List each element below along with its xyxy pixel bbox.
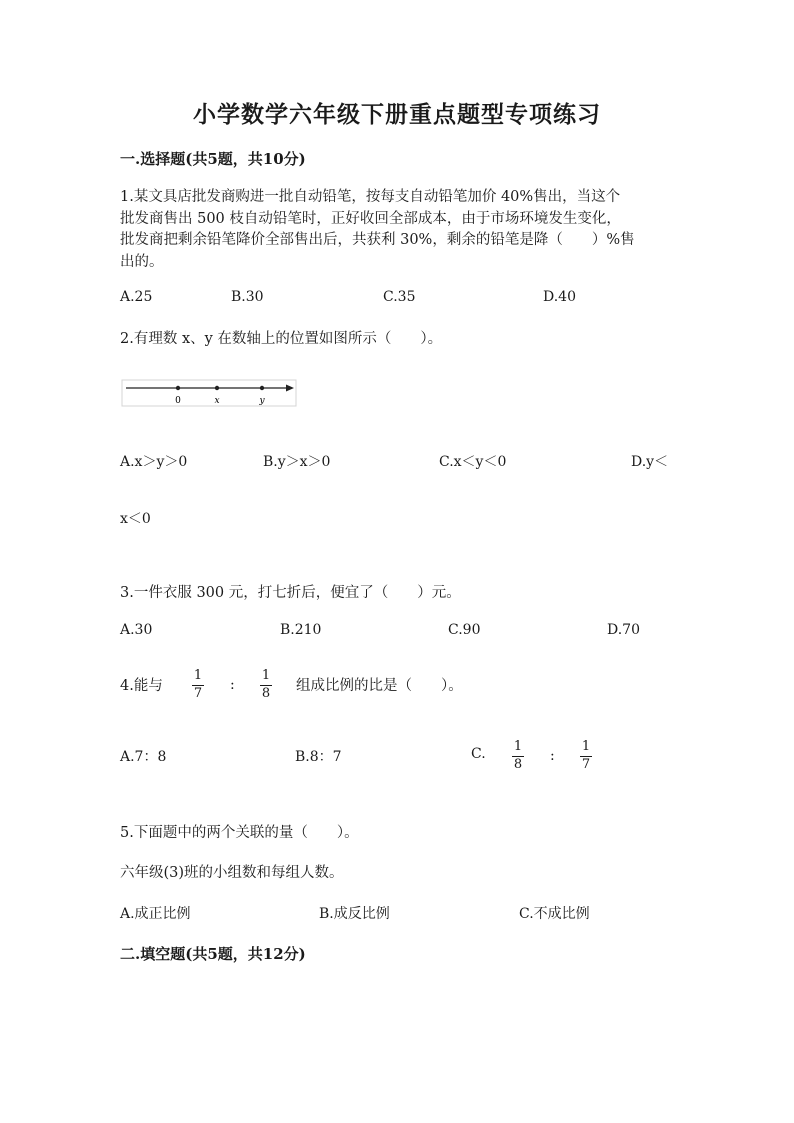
- q2-option-a: A.x＞y＞0: [120, 454, 188, 470]
- q5-stem: 5.下面题中的两个关联的量（ ）。: [120, 825, 359, 841]
- q4-option-c-colon: :: [550, 748, 555, 764]
- section-heading-fill-blank: 二.填空题(共5题，共12分): [120, 945, 306, 963]
- q1-option-a: A.25: [120, 289, 153, 305]
- q1-line2: 批发商售出 500 枝自动铅笔时，正好收回全部成本，由于市场环境发生变化，: [120, 211, 621, 227]
- number-line-arrow: [286, 385, 294, 392]
- q2-option-d-continued: x＜0: [120, 511, 151, 527]
- number-line-label-y: y: [259, 396, 265, 406]
- q3-stem: 3.一件衣服 300 元，打七折后，便宜了（ ）元。: [120, 585, 461, 601]
- q2-option-b: B.y＞x＞0: [263, 454, 331, 470]
- q4-option-c-fraction-1-8: [512, 740, 524, 772]
- fraction-numerator: 1: [581, 739, 591, 754]
- fraction-numerator: 1: [513, 739, 523, 754]
- q4-fraction-1-8: [260, 669, 272, 701]
- q1-option-b: B.30: [231, 289, 264, 305]
- q4-prefix: 4.能与: [120, 678, 163, 694]
- number-line-point-x: [215, 386, 219, 390]
- q1-line4: 出的。: [120, 254, 164, 270]
- q4-option-a: A.7：8: [120, 749, 167, 765]
- q4-option-b: B.8：7: [295, 749, 342, 765]
- q1-line1: 1.某文具店批发商购进一批自动铅笔，按每支自动铅笔加价 40%售出，当这个: [120, 189, 621, 205]
- q3-option-d: D.70: [607, 622, 640, 638]
- fraction-denominator: 8: [261, 686, 271, 701]
- fraction-denominator: 7: [193, 686, 203, 701]
- q1-line3: 批发商把剩余铅笔降价全部售出后，共获利 30%，剩余的铅笔是降（ ）%售: [120, 232, 635, 248]
- q2-stem: 2.有理数 x、y 在数轴上的位置如图所示（ ）。: [120, 331, 443, 347]
- fraction-denominator: 8: [513, 757, 523, 772]
- q4-option-c-label: C.: [471, 746, 486, 762]
- q3-option-a: A.30: [120, 622, 153, 638]
- q1-option-c: C.35: [383, 289, 416, 305]
- number-line-label-0: 0: [175, 396, 181, 406]
- q4-option-c-fraction-1-7: [580, 740, 592, 772]
- q4-fraction-1-7: [192, 669, 204, 701]
- fraction-numerator: 1: [193, 668, 203, 683]
- section-heading-choice: 一.选择题(共5题，共10分): [120, 150, 306, 168]
- q5-option-b: B.成反比例: [319, 906, 390, 922]
- number-line-label-x: x: [214, 396, 220, 406]
- q1-option-d: D.40: [543, 289, 576, 305]
- number-line-point-y: [260, 386, 264, 390]
- q4-suffix: 组成比例的比是（ ）。: [296, 678, 463, 694]
- fraction-denominator: 7: [581, 757, 591, 772]
- q5-option-c: C.不成比例: [519, 906, 590, 922]
- q5-subtext: 六年级(3)班的小组数和每组人数。: [120, 865, 344, 881]
- q4-ratio-colon: :: [230, 677, 235, 693]
- q3-option-b: B.210: [280, 622, 322, 638]
- q2-option-c: C.x＜y＜0: [439, 454, 507, 470]
- number-line-point-0: [176, 386, 180, 390]
- q3-option-c: C.90: [448, 622, 481, 638]
- fraction-numerator: 1: [261, 668, 271, 683]
- q2-option-d: D.y＜: [631, 454, 669, 470]
- number-line-figure: [120, 378, 300, 410]
- q5-option-a: A.成正比例: [120, 906, 191, 922]
- page-title: 小学数学六年级下册重点题型专项练习: [193, 101, 601, 128]
